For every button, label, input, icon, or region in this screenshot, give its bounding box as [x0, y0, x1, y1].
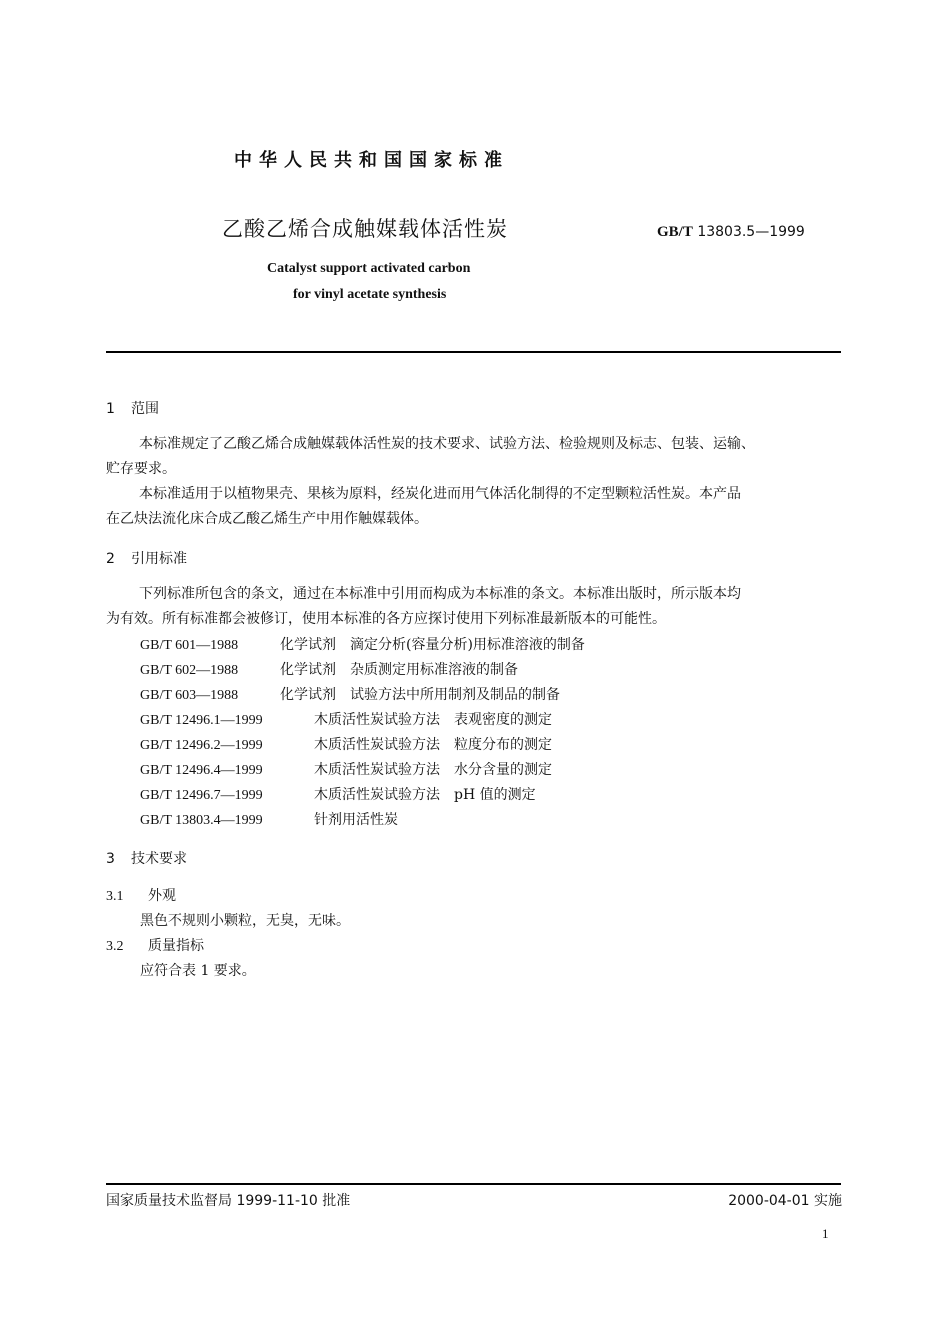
section-number: 1: [106, 401, 115, 417]
reference-item: [140, 784, 536, 804]
section-number: 2: [106, 551, 115, 567]
page-number: 1: [822, 1226, 829, 1241]
section-1-heading: [106, 398, 159, 418]
standard-code: 13803.5—1999: [697, 224, 805, 240]
reference-code: GB/T 12496.7—1999: [140, 788, 263, 803]
reference-title: 化学试剂 滴定分析(容量分析)用标准溶液的制备: [280, 637, 585, 653]
subsection-3-1-heading: [106, 885, 176, 905]
footer-divider: [106, 1183, 841, 1185]
standard-prefix: GB/T: [657, 224, 693, 240]
reference-code: GB/T 602—1988: [140, 663, 239, 678]
reference-code: GB/T 13803.4—1999: [140, 813, 263, 828]
reference-title: 木质活性炭试验方法 表观密度的测定: [314, 712, 552, 728]
paragraph-line: 本标准规定了乙酸乙烯合成触媒载体活性炭的技术要求、试验方法、检验规则及标志、包装、运输、: [139, 436, 755, 452]
subsection-3-2-text: 应符合表 1 要求。: [140, 963, 256, 979]
implementation-date: 2000-04-01 实施: [728, 1193, 842, 1209]
document-title-en-line1: Catalyst support activated carbon: [267, 261, 471, 276]
section-3-heading: [106, 848, 187, 868]
paragraph-line: 在乙炔法流化床合成乙酸乙烯生产中用作触媒载体。: [106, 511, 428, 527]
reference-code: GB/T 12496.2—1999: [140, 738, 263, 753]
section-1-paragraph-1: [106, 432, 755, 482]
reference-title: 化学试剂 试验方法中所用制剂及制品的制备: [280, 687, 560, 703]
subsection-number: 3.1: [106, 889, 124, 904]
reference-code: GB/T 601—1988: [140, 638, 239, 653]
paragraph-line: 本标准适用于以植物果壳、果核为原料，经炭化进而用气体活化制得的不定型颗粒活性炭。本产品: [139, 486, 741, 502]
section-2-paragraph: [106, 582, 741, 632]
reference-code: GB/T 603—1988: [140, 688, 239, 703]
subsection-title: 质量指标: [148, 938, 204, 954]
subsection-3-2-heading: [106, 935, 204, 955]
section-title: 技术要求: [131, 851, 187, 867]
paragraph-line: 为有效。所有标准都会被修订，使用本标准的各方应探讨使用下列标准最新版本的可能性。: [106, 611, 666, 627]
reference-item: [140, 634, 585, 654]
reference-title: 木质活性炭试验方法 水分含量的测定: [314, 762, 552, 778]
reference-item: [140, 709, 552, 729]
reference-title: 针剂用活性炭: [314, 812, 398, 828]
reference-item: [140, 684, 560, 704]
section-number: 3: [106, 851, 115, 867]
reference-code: GB/T 12496.1—1999: [140, 713, 263, 728]
section-title: 范围: [131, 401, 159, 417]
section-1-paragraph-2: [106, 482, 741, 532]
reference-item: [140, 659, 518, 679]
reference-title: 木质活性炭试验方法 pH 值的测定: [314, 787, 536, 803]
paragraph-line: 下列标准所包含的条文，通过在本标准中引用而构成为本标准的条文。本标准出版时，所示版本均: [139, 586, 741, 602]
subsection-title: 外观: [148, 888, 176, 904]
reference-item: [140, 734, 552, 754]
header-divider: [106, 351, 841, 353]
document-title-en-line2: for vinyl acetate synthesis: [293, 287, 447, 302]
paragraph-line: 贮存要求。: [106, 461, 176, 477]
document-title-cn: 乙酸乙烯合成触媒载体活性炭: [222, 217, 508, 241]
section-title: 引用标准: [131, 551, 187, 567]
reference-code: GB/T 12496.4—1999: [140, 763, 263, 778]
approval-note: 国家质量技术监督局 1999-11-10 批准: [106, 1193, 351, 1209]
subsection-3-1-text: 黑色不规则小颗粒，无臭，无味。: [140, 913, 350, 929]
reference-title: 化学试剂 杂质测定用标准溶液的制备: [280, 662, 518, 678]
national-standard-label: 中华人民共和国国家标准: [234, 150, 509, 171]
section-2-heading: [106, 548, 187, 568]
standard-number: [657, 224, 805, 241]
reference-title: 木质活性炭试验方法 粒度分布的测定: [314, 737, 552, 753]
subsection-number: 3.2: [106, 939, 124, 954]
reference-item: [140, 759, 552, 779]
reference-item: [140, 809, 398, 829]
